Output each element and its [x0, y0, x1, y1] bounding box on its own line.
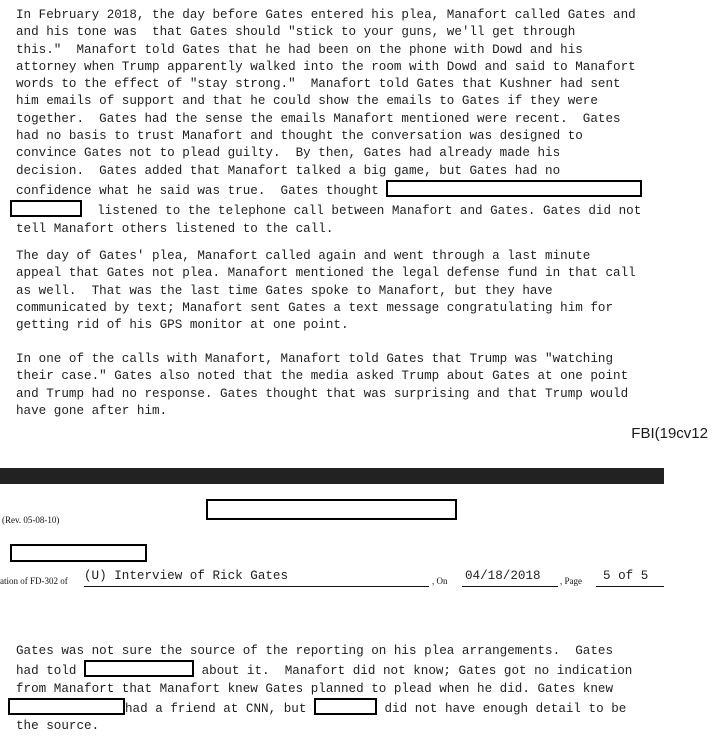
text-line: In one of the calls with Manafort, Manafort told Gates that Trump was "watching: [16, 352, 614, 366]
text-line: him emails of support and that he could show the emails to Gates if they were: [16, 94, 598, 109]
text-line: had told: [16, 664, 85, 679]
on-label: , On: [432, 576, 448, 586]
text-line: the source.: [16, 719, 100, 734]
text-line: The day of Gates' plea, Manafort called again and went through a last minute: [16, 249, 591, 263]
subject-field: [84, 568, 429, 587]
text-line: decision. Gates added that Manafort talked a big game, but Gates had no: [16, 163, 561, 178]
date-value: 04/18/2018: [465, 569, 541, 583]
paragraph-trump-watching: [16, 351, 716, 420]
text-line: tell Manafort others listened to the call.: [16, 221, 334, 236]
subject-value: (U) Interview of Rick Gates: [84, 569, 289, 583]
page-number-value: 5 of 5: [603, 569, 649, 583]
redaction-box: [206, 499, 457, 520]
text-line: In February 2018, the day before Gates entered his plea, Manafort called Gates and: [16, 8, 636, 22]
text-line: this." Manafort told Gates that he had been on the phone with Dowd and his: [16, 42, 583, 57]
redaction-box: [386, 180, 642, 197]
page-label: , Page: [560, 576, 582, 586]
text-line: communicated by text; Manafort sent Gates a text message congratulating him for: [16, 300, 614, 315]
date-field: [462, 568, 558, 587]
text-line: words to the effect of "stay strong." Manafort told Gates that Kushner had sent: [16, 77, 621, 92]
text-line: convince Gates not to plead guilty. By then, Gates had already made his: [16, 146, 561, 161]
paragraph-plea-reporting: [16, 643, 716, 735]
text-line: and his tone was that Gates should "stick to your guns, we'll get through: [16, 25, 576, 40]
text-line: together. Gates had the sense the emails Manafort mentioned were recent. Gates: [16, 111, 621, 126]
text-line: did not have enough detail to be: [376, 701, 627, 716]
redaction-box: [10, 544, 147, 562]
redaction-box: [314, 698, 377, 715]
text-line: appeal that Gates not plea. Manafort mentioned the legal defense fund in that call: [16, 266, 636, 281]
text-line: getting rid of his GPS monitor at one point.: [16, 318, 349, 333]
text-line: as well. That was the last time Gates spoke to Manafort, but they have: [16, 283, 553, 298]
text-line: had a friend at CNN, but: [125, 701, 314, 716]
text-line: from Manafort that Manafort knew Gates planned to plead when he did. Gates knew: [16, 681, 614, 696]
text-line: their case." Gates also noted that the media asked Trump about Gates at one point: [16, 369, 629, 384]
text-line: had no basis to trust Manafort and thought the conversation was designed to: [16, 129, 583, 144]
paragraph-plea-day-call: [16, 248, 716, 334]
text-line: and Trump had no response. Gates thought that was surprising and that Trump would: [16, 386, 629, 401]
redaction-box: [10, 200, 82, 217]
text-line: confidence what he said was true. Gates thought: [16, 183, 387, 198]
text-line: about it. Manafort did not know; Gates got no indication: [194, 664, 633, 679]
text-line: Gates was not sure the source of the reporting on his plea arrangements. Gates: [16, 644, 614, 658]
paragraph-gates-manafort-call: [16, 7, 716, 238]
redaction-box: [84, 660, 194, 677]
text-line: listened to the telephone call between Manafort and Gates. Gates did not: [97, 204, 642, 219]
fbi-document-id: FBI(19cv12: [631, 425, 708, 442]
text-line: have gone after him.: [16, 403, 168, 418]
text-line: attorney when Trump apparently walked into the room with Dowd and said to Manafort: [16, 59, 636, 74]
page-number-field: [596, 568, 664, 587]
continuation-label: ation of FD-302 of: [0, 576, 68, 586]
redaction-box: [8, 698, 125, 715]
page-divider: [0, 468, 664, 484]
form-revision: (Rev. 05-08-10): [2, 515, 60, 525]
